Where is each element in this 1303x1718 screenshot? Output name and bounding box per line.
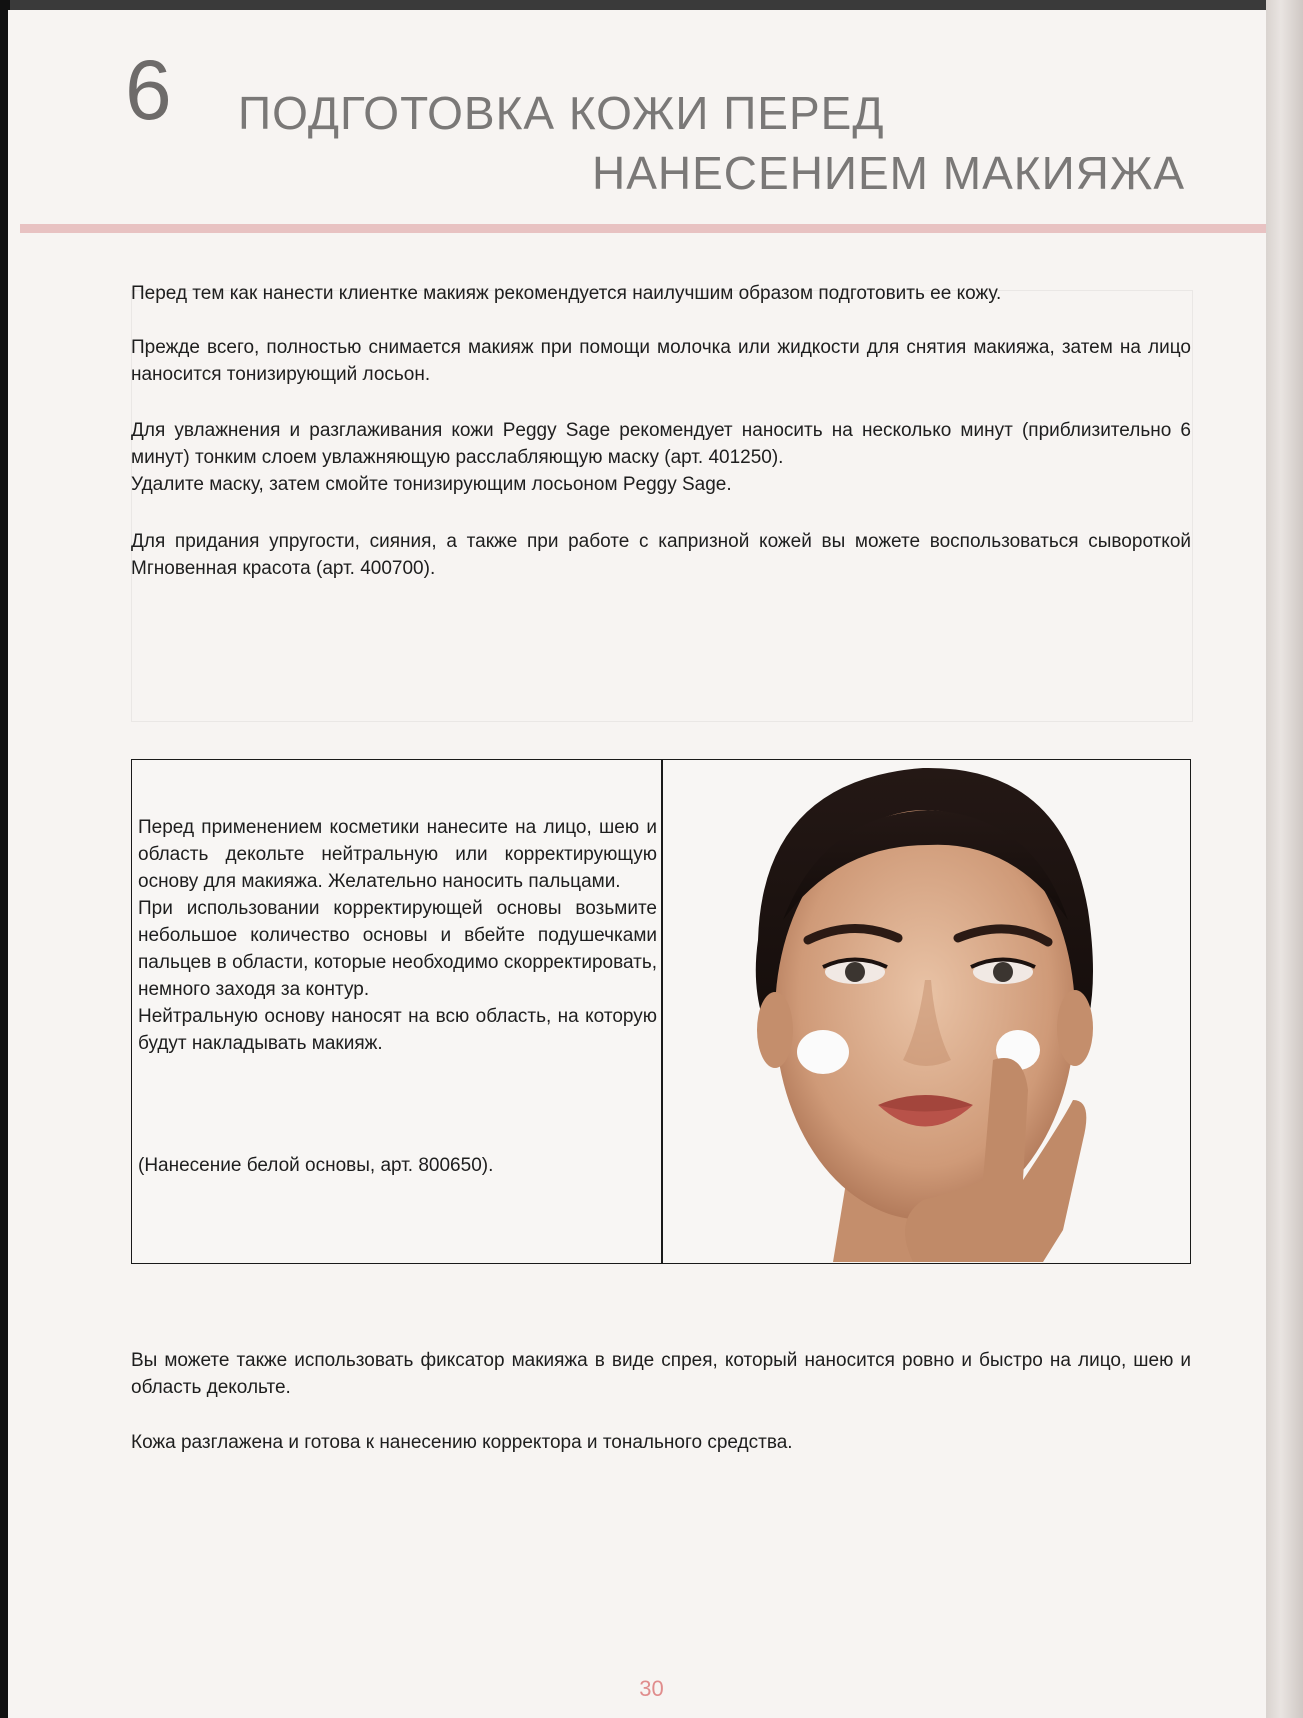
outro-paragraph-1: Вы можете также использовать фиксатор макияжа в виде спрея, который наносится ровно и быстро на лицо, шею и область декольте.: [131, 1350, 1191, 1398]
foundation-box: [131, 759, 1191, 1264]
intro-paragraph-4: Удалите маску, затем смойте тонизирующим лосьоном Peggy Sage.: [131, 474, 732, 495]
chapter-number: 6: [125, 43, 172, 137]
intro-paragraph-5: Для придания упругости, сияния, а также при работе с капризной кожей вы можете воспользоваться сывороткой Мгновенная красота (арт. 400700).: [131, 531, 1191, 579]
chapter-title-line-2: НАНЕСЕНИЕМ МАКИЯЖА: [592, 147, 1185, 199]
page-number: 30: [639, 1676, 664, 1701]
page-edge: [1266, 0, 1303, 1718]
model-face-photo: [663, 760, 1190, 1262]
face-illustration: [663, 760, 1190, 1262]
instruction-line-3: Нейтральную основу наносят на всю область, на которую будут накладывать макияж.: [138, 1006, 657, 1054]
product-note: (Нанесение белой основы, арт. 800650).: [138, 1155, 494, 1176]
intro-paragraph-2: Прежде всего, полностью снимается макияж при помощи молочка или жидкости для снятия макияжа, затем на лицо наносится тонизирующий лосьон.: [131, 337, 1191, 385]
chapter-title-line-1: ПОДГОТОВКА КОЖИ ПЕРЕД: [238, 87, 885, 139]
instruction-line-1: Перед применением косметики нанесите на лицо, шею и область декольте нейтральную или корректирующую основу для макияжа. Желательно наносить пальцами.: [138, 817, 657, 892]
instruction-line-2: При использовании корректирующей основы возьмите небольшое количество основы и вбейте подушечками пальцев в области, которые необходимо скорректировать, немного заходя за контур.: [138, 898, 657, 1000]
header-rule: [20, 224, 1266, 233]
intro-paragraph-3: Для увлажнения и разглаживания кожи Peggy Sage рекомендует наносить на несколько минут (приблизительно 6 минут) тонким слоем увлажняющую расслабляющую маску (арт. 401250).: [131, 420, 1191, 468]
intro-paragraph-1: Перед тем как нанести клиентке макияж рекомендуется наилучшим образом подготовить ее кожу.: [131, 283, 1002, 304]
foundation-instructions: [138, 814, 657, 1057]
outro-paragraph-2: Кожа разглажена и готова к нанесению корректора и тонального средства.: [131, 1432, 793, 1453]
